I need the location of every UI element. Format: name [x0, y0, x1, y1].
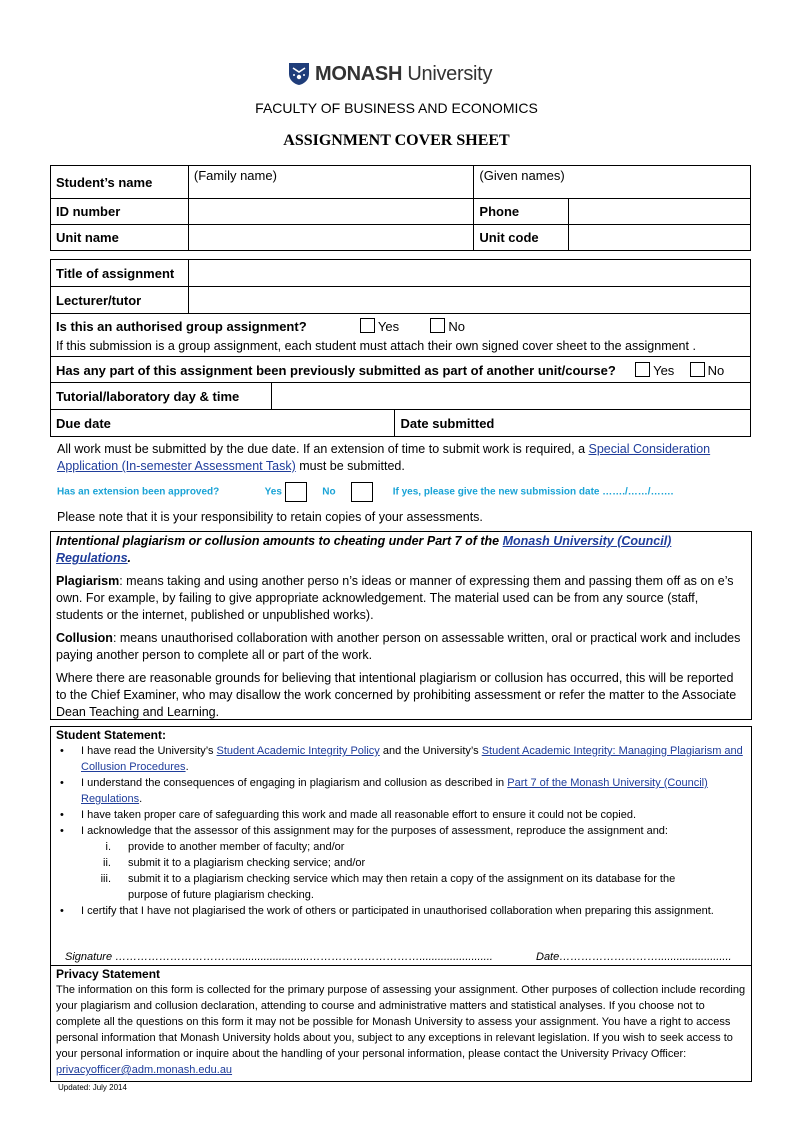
lecturer-field[interactable]	[188, 287, 750, 314]
plagiarism-box	[50, 531, 752, 720]
roman-item: ii. submit it to a plagiarism checking service; and/or	[103, 857, 366, 869]
previous-submission-row	[51, 357, 751, 383]
unit-code-label: Unit code	[474, 225, 569, 251]
monash-logo	[288, 62, 492, 86]
phone-label: Phone	[474, 199, 569, 225]
grounds-text: Where there are reasonable grounds for believing that intentional plagiarism or collusion has occurred, this will be reported to the Chief Examiner, who may disallow the work concerned by prohibiting assessment or refer the matter to the Associate Dean Teaching and Learning.	[56, 671, 737, 719]
group-question: Is this an authorised group assignment?	[56, 319, 307, 334]
assignment-details-table	[50, 259, 751, 410]
group-no-checkbox[interactable]	[430, 318, 445, 333]
statement-list	[56, 743, 746, 839]
statement-list-end	[56, 903, 746, 919]
plagiarism-heading: Intentional plagiarism or collusion amounts to cheating under Part 7 of the Monash University (Council) Regulations.	[56, 534, 672, 565]
group-assignment-row	[51, 314, 751, 357]
lecturer-label: Lecturer/tutor	[51, 287, 189, 314]
tutorial-field[interactable]	[271, 383, 750, 410]
previous-no-label: No	[707, 362, 725, 378]
page-title: ASSIGNMENT COVER SHEET	[283, 132, 510, 149]
previous-no-checkbox[interactable]	[690, 362, 705, 377]
integrity-policy-link[interactable]: Student Academic Integrity Policy	[216, 745, 380, 757]
extension-yes-label: Yes	[264, 486, 282, 498]
group-yes-label: Yes	[377, 319, 400, 334]
id-number-label: ID number	[51, 199, 189, 225]
integrity-procedures-link[interactable]: Student Academic Integrity: Managing Plagiarism and Collusion Procedures	[81, 745, 743, 773]
roman-list	[56, 839, 746, 903]
unit-name-field[interactable]	[188, 225, 474, 251]
assignment-title-field[interactable]	[188, 260, 750, 287]
student-statement-box	[50, 726, 752, 966]
submission-note: All work must be submitted by the due date. If an extension of time to submit work is required, a Special Consideration Application (In-semester Assessment Task) must be submitted.	[57, 442, 711, 473]
privacy-email-link[interactable]: privacyofficer@adm.monash.edu.au	[56, 1064, 233, 1076]
unit-code-field[interactable]	[569, 225, 751, 251]
statement-heading: Student Statement:	[56, 728, 167, 742]
collusion-definition: Collusion: means unauthorised collaboration with another person on assessable written, oral or practical work and includes paying another person to complete all or part of the work.	[56, 631, 741, 662]
family-name-field[interactable]: (Family name)	[188, 166, 474, 199]
roman-item: iii. submit it to a plagiarism checking service which may then retain a copy of the assignment on its database for the purpose of future plagiarism checking.	[100, 873, 676, 901]
due-date-field[interactable]: Due date	[51, 410, 395, 437]
plagiarism-definition: Plagiarism: means taking and using another perso n’s ideas or manner of expressing them and passing them off as on e’s own. For example, by failing to give appropriate acknowledgement. The material used can be from any source (staff, students or the internet, published or unpublished works).	[56, 574, 734, 622]
signature-line[interactable]: Signature ……………………………........................…………………………........................	[65, 951, 493, 963]
group-no-label: No	[448, 319, 465, 334]
group-note: If this submission is a group assignment, each student must attach their own signed cover sheet to the assignment .	[56, 339, 696, 353]
new-date-prompt: If yes, please give the new submission date ……./……/…….	[392, 486, 674, 498]
id-number-field[interactable]	[188, 199, 474, 225]
extension-no-label: No	[322, 486, 336, 498]
updated-note: Updated: July 2014	[58, 1083, 127, 1092]
brand-name: MONASH University	[315, 62, 493, 85]
student-name-label: Student’s name	[51, 166, 189, 199]
previous-question: Has any part of this assignment been previously submitted as part of another unit/course?	[56, 362, 616, 378]
statement-item: • I certify that I have not plagiarised the work of others or participated in unauthorised collaboration when preparing this assignment.	[56, 903, 746, 919]
extension-question: Has an extension been approved?	[57, 486, 220, 498]
previous-yes-label: Yes	[653, 362, 675, 378]
extension-yes-box[interactable]	[285, 482, 307, 502]
date-submitted-field[interactable]: Date submitted	[395, 410, 751, 437]
statement-item: • I understand the consequences of engaging in plagiarism and collusion as described in Part 7 of the Monash University (Council) Regulations.	[56, 775, 746, 807]
dates-table	[50, 409, 751, 437]
group-yes-checkbox[interactable]	[360, 318, 375, 333]
extension-no-box[interactable]	[351, 482, 373, 502]
roman-item: i. provide to another member of faculty; and/or	[105, 841, 345, 853]
student-details-table	[50, 165, 751, 251]
council-regulations-link[interactable]: Monash University (Council) Regulations	[56, 534, 672, 565]
phone-field[interactable]	[569, 199, 751, 225]
privacy-heading: Privacy Statement	[56, 967, 161, 981]
assignment-title-label: Title of assignment	[51, 260, 189, 287]
date-line[interactable]: Date………………………........................	[536, 951, 732, 963]
statement-item: • I have read the University’s Student Academic Integrity Policy and the University’s Student Academic Integrity: Managing Plagiarism and Collusion Procedures.	[56, 743, 746, 775]
tutorial-label: Tutorial/laboratory day & time	[51, 383, 272, 410]
extension-row	[57, 482, 757, 502]
given-names-field[interactable]: (Given names)	[474, 166, 751, 199]
unit-name-label: Unit name	[51, 225, 189, 251]
copies-note: Please note that it is your responsibility to retain copies of your assessments.	[57, 510, 483, 524]
previous-yes-checkbox[interactable]	[635, 362, 650, 377]
special-consideration-link[interactable]: Special Consideration Application (In-semester Assessment Task)	[57, 442, 711, 473]
privacy-text: The information on this form is collected for the primary purpose of assessing your assignment. Other purposes of collection include recording your plagiarism and collusion declaration, attending to course and administrative matters and statistical analyses. If you choose not to complete all the questions on this form it may not be possible for Monash University to assess your assignment. You have a right to access personal information that Monash University holds about you, subject to any exceptions in relevant legislation. If you wish to seek access to your personal information or inquire about the handling of your personal information, please contact the University Privacy Officer: privacyofficer@adm.monash.edu.au	[56, 984, 746, 1076]
faculty-name: FACULTY OF BUSINESS AND ECONOMICS	[255, 100, 538, 116]
monash-shield-icon	[288, 62, 310, 86]
statement-item: • I have taken proper care of safeguarding this work and made all reasonable effort to ensure it could not be copied.	[56, 807, 746, 823]
statement-item: • I acknowledge that the assessor of this assignment may for the purposes of assessment, reproduce the assignment and:	[56, 823, 746, 839]
part7-regulations-link[interactable]: Part 7 of the Monash University (Council) Regulations	[81, 777, 708, 805]
privacy-statement-box	[50, 965, 752, 1082]
